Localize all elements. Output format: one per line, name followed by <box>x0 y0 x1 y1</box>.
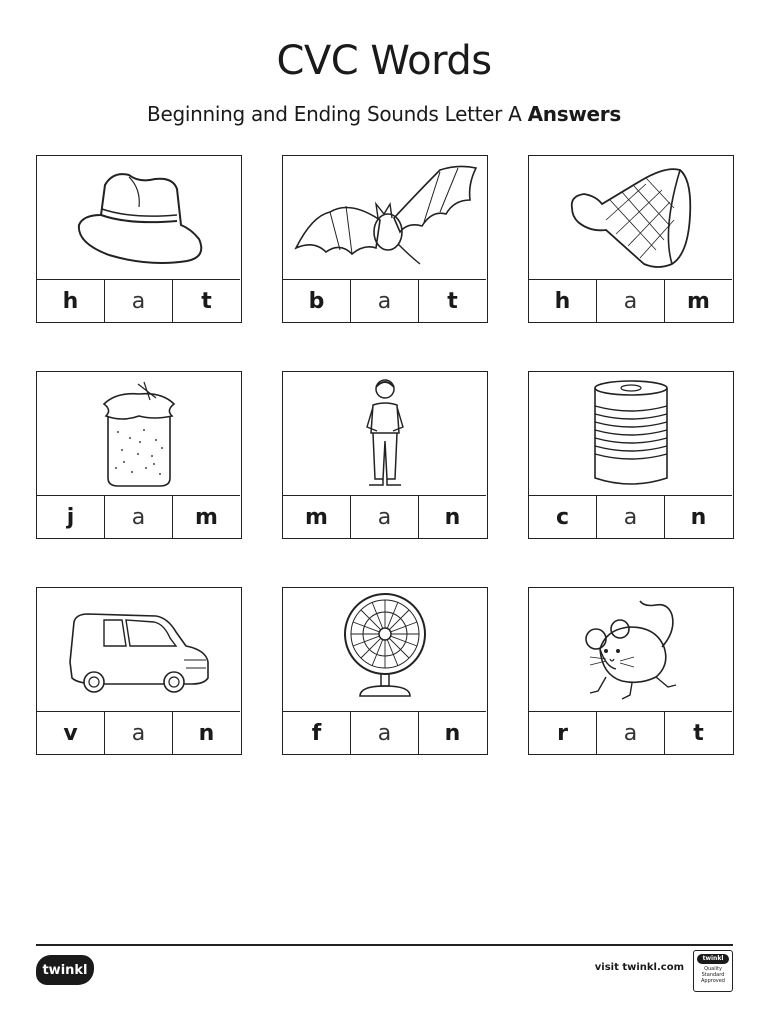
jam-icon <box>94 376 184 491</box>
last-letter: n <box>444 720 461 746</box>
last-letter: t <box>447 288 458 314</box>
subtitle-answers: Answers <box>527 102 621 126</box>
last-letter: m <box>687 288 710 314</box>
middle-letter: a <box>105 712 173 754</box>
middle-letter: a <box>351 496 419 538</box>
middle-letter: a <box>105 280 173 322</box>
last-letter: m <box>195 504 218 530</box>
middle-letter: a <box>597 712 665 754</box>
first-letter: j <box>37 496 105 538</box>
last-letter: t <box>693 720 704 746</box>
first-letter: b <box>283 280 351 322</box>
first-letter: c <box>529 496 597 538</box>
page-subtitle <box>0 102 768 126</box>
first-letter: h <box>529 280 597 322</box>
word-card-bat <box>282 155 488 323</box>
word-card-fan <box>282 587 488 755</box>
hat-icon <box>69 163 209 273</box>
middle-letter: a <box>105 496 173 538</box>
middle-letter: a <box>597 280 665 322</box>
last-letter: n <box>444 504 461 530</box>
ham-icon <box>566 160 696 275</box>
twinkl-logo: twinkl <box>36 955 94 985</box>
page-title: CVC Words <box>276 38 492 84</box>
middle-letter: a <box>351 712 419 754</box>
fan-icon <box>340 592 430 707</box>
first-letter: m <box>283 496 351 538</box>
last-letter: n <box>690 504 707 530</box>
first-letter: h <box>37 280 105 322</box>
can-icon <box>589 376 673 491</box>
word-card-rat <box>528 587 734 755</box>
van-icon <box>64 602 214 698</box>
word-card-jam <box>36 371 242 539</box>
quality-badge <box>693 950 733 992</box>
bat-icon <box>290 160 480 275</box>
badge-line2: Approved <box>701 978 725 984</box>
middle-letter: a <box>597 496 665 538</box>
man-icon <box>355 375 415 493</box>
word-card-van <box>36 587 242 755</box>
first-letter: f <box>283 712 351 754</box>
word-card-can <box>528 371 734 539</box>
word-card-man <box>282 371 488 539</box>
word-card-ham <box>528 155 734 323</box>
subtitle-text: Beginning and Ending Sounds Letter A <box>147 102 522 126</box>
middle-letter: a <box>351 280 419 322</box>
last-letter: t <box>201 288 212 314</box>
word-card-hat <box>36 155 242 323</box>
first-letter: r <box>529 712 597 754</box>
badge-line1: Quality Standard <box>701 966 725 978</box>
visit-link[interactable]: visit twinkl.com <box>594 962 684 973</box>
first-letter: v <box>37 712 105 754</box>
footer-divider <box>36 944 733 946</box>
last-letter: n <box>198 720 215 746</box>
rat-icon <box>576 595 686 705</box>
badge-logo: twinkl <box>697 954 729 964</box>
